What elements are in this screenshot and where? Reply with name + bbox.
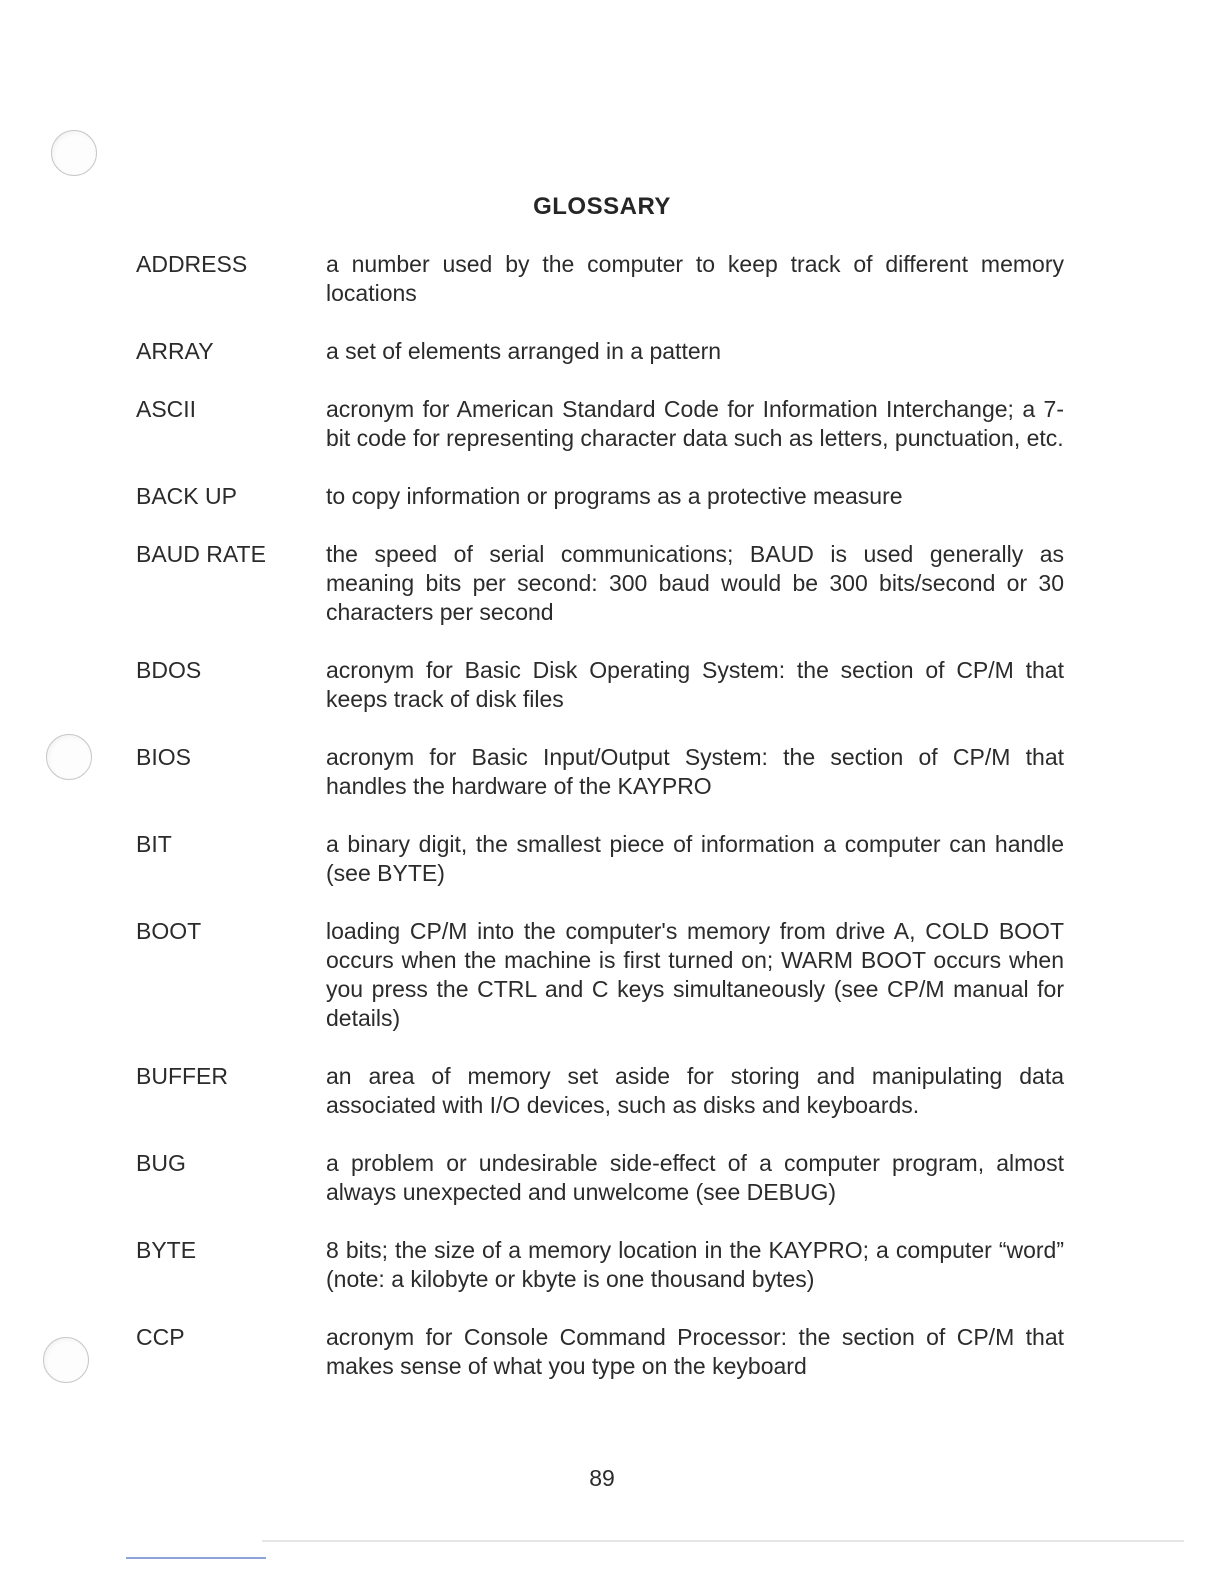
glossary-definition: to copy information or programs as a protective measure: [326, 483, 903, 509]
glossary-definition: 8 bits; the size of a memory location in the KAYPRO; a computer “word” (note: a kilobyte or kbyte is one thousand bytes): [326, 1237, 1064, 1292]
glossary-entry: [136, 1323, 1064, 1381]
glossary-entry: [136, 337, 1064, 366]
glossary-term: ASCII: [136, 396, 197, 422]
glossary-entry: [136, 395, 1064, 453]
glossary-entry: [136, 1149, 1064, 1207]
glossary-definition: loading CP/M into the computer's memory from drive A, COLD BOOT occurs when the machine is first turned on; WARM BOOT occurs when you press the CTRL and C keys simultaneously (see CP/M manual for details): [326, 918, 1064, 1031]
glossary-entry: [136, 743, 1064, 801]
glossary-list: [136, 250, 1064, 1410]
glossary-term: BACK UP: [136, 483, 237, 509]
glossary-entry: [136, 1236, 1064, 1294]
page-title: GLOSSARY: [533, 193, 671, 220]
glossary-entry: [136, 656, 1064, 714]
glossary-term: ARRAY: [136, 338, 214, 364]
glossary-term: BDOS: [136, 657, 202, 683]
glossary-term: BUFFER: [136, 1063, 228, 1089]
glossary-term: BUG: [136, 1150, 186, 1176]
glossary-definition: an area of memory set aside for storing and manipulating data associated with I/O devices, such as disks and keyboards.: [326, 1063, 1064, 1118]
glossary-entry: [136, 917, 1064, 1033]
glossary-term: CCP: [136, 1324, 185, 1350]
glossary-term: BIT: [136, 831, 172, 857]
page-edge-mark: [126, 1557, 266, 1559]
glossary-definition: a set of elements arranged in a pattern: [326, 338, 722, 364]
glossary-term: ADDRESS: [136, 251, 248, 277]
binder-hole-middle: [46, 734, 92, 780]
binder-hole-top: [51, 130, 97, 176]
glossary-definition: a number used by the computer to keep track of different memory locations: [326, 251, 1064, 306]
glossary-entry: [136, 250, 1064, 308]
glossary-definition: a binary digit, the smallest piece of information a computer can handle (see BYTE): [326, 831, 1064, 886]
glossary-definition: acronym for American Standard Code for Information Interchange; a 7-bit code for representing character data such as letters, punctuation, etc.: [326, 396, 1064, 451]
page-edge-rule: [262, 1540, 1184, 1542]
glossary-entry: [136, 830, 1064, 888]
binder-hole-bottom: [43, 1337, 89, 1383]
glossary-entry: [136, 482, 1064, 511]
glossary-definition: the speed of serial communications; BAUD is used generally as meaning bits per second: 300 baud would be 300 bits/second or 30 characters per second: [326, 541, 1064, 625]
glossary-term: BYTE: [136, 1237, 197, 1263]
glossary-term: BOOT: [136, 918, 202, 944]
glossary-entry: [136, 540, 1064, 627]
glossary-definition: a problem or undesirable side-effect of a computer program, almost always unexpected and unwelcome (see DEBUG): [326, 1150, 1064, 1205]
glossary-definition: acronym for Basic Input/Output System: the section of CP/M that handles the hardware of the KAYPRO: [326, 744, 1064, 799]
glossary-definition: acronym for Basic Disk Operating System: the section of CP/M that keeps track of disk files: [326, 657, 1064, 712]
glossary-term: BAUD RATE: [136, 541, 266, 567]
glossary-term: BIOS: [136, 744, 191, 770]
glossary-entry: [136, 1062, 1064, 1120]
glossary-definition: acronym for Console Command Processor: the section of CP/M that makes sense of what you type on the keyboard: [326, 1324, 1064, 1379]
page-number: 89: [589, 1465, 615, 1491]
